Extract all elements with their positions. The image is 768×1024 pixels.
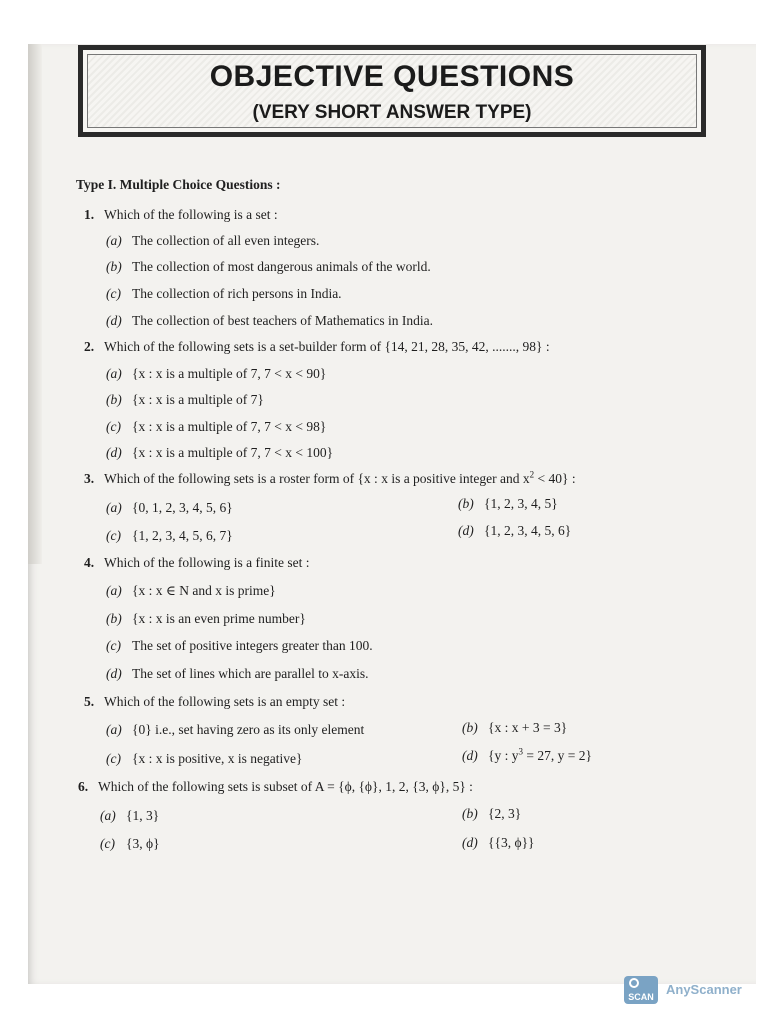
question-text: Which of the following sets is an empty set : — [104, 694, 346, 709]
page-subtitle: (VERY SHORT ANSWER TYPE) — [252, 102, 532, 123]
option-label: (d) — [458, 523, 474, 538]
option-label: (b) — [106, 259, 122, 274]
option-text: {x : x is a multiple of 7} — [132, 392, 264, 407]
option-5a — [106, 722, 364, 738]
option-6d — [462, 835, 535, 851]
option-label: (d) — [462, 748, 478, 763]
option-4b — [106, 611, 306, 627]
question-text: Which of the following is a finite set : — [104, 555, 310, 570]
option-text: {1, 2, 3, 4, 5} — [484, 496, 558, 511]
option-text: {x : x is a multiple of 7, 7 < x < 100} — [132, 445, 334, 460]
question-text-end: < 40} : — [534, 471, 576, 486]
option-label: (c) — [100, 836, 115, 851]
option-3a — [106, 500, 233, 516]
option-text: {0} i.e., set having zero as its only element — [132, 722, 365, 737]
option-label: (a) — [100, 808, 116, 823]
option-text: The collection of all even integers. — [132, 233, 320, 248]
option-5b — [462, 720, 567, 736]
option-text-end: = 27, y = 2} — [522, 748, 592, 763]
option-label: (d) — [106, 445, 122, 460]
option-text: {0, 1, 2, 3, 4, 5, 6} — [132, 500, 233, 515]
option-label: (a) — [106, 722, 122, 737]
section-heading: Type I. Multiple Choice Questions : — [76, 177, 281, 192]
option-text: {x : x is an even prime number} — [132, 611, 306, 626]
question-text: Which of the following sets is a roster form of {x : x is a positive integer and x — [104, 471, 530, 486]
option-text: {x : x ∈ N and x is prime} — [132, 583, 276, 598]
page-title: OBJECTIVE QUESTIONS — [209, 60, 575, 93]
option-text: {x : x is a multiple of 7, 7 < x < 98} — [132, 419, 327, 434]
camera-icon — [629, 978, 639, 988]
question-3 — [84, 471, 576, 487]
option-5d — [462, 748, 592, 764]
option-text: The collection of rich persons in India. — [132, 286, 342, 301]
option-3d — [458, 523, 571, 539]
option-label: (b) — [106, 392, 122, 407]
question-number: 4. — [84, 555, 95, 570]
option-text: {x : x + 3 = 3} — [488, 720, 568, 735]
question-5 — [84, 694, 345, 710]
option-6c — [100, 836, 160, 852]
option-label: (d) — [106, 313, 122, 328]
option-label: (b) — [462, 806, 478, 821]
option-1b — [106, 259, 431, 275]
option-5c — [106, 751, 302, 767]
option-4d — [106, 666, 369, 682]
question-number: 2. — [84, 339, 95, 354]
option-label: (a) — [106, 583, 122, 598]
question-text: Which of the following is a set : — [104, 207, 278, 222]
option-text: {1, 2, 3, 4, 5, 6, 7} — [132, 528, 233, 543]
option-superscript: 3 — [518, 746, 523, 757]
option-label: (d) — [462, 835, 478, 850]
page-spine — [28, 44, 42, 564]
option-text: {{3, ϕ}} — [488, 835, 535, 850]
option-4a — [106, 583, 276, 599]
option-label: (c) — [106, 419, 121, 434]
option-label: (a) — [106, 500, 122, 515]
option-1d — [106, 313, 433, 329]
option-2d — [106, 445, 333, 461]
option-text: {1, 2, 3, 4, 5, 6} — [484, 523, 572, 538]
option-text: The collection of most dangerous animals of the world. — [132, 259, 431, 274]
question-1 — [84, 207, 278, 223]
option-label: (b) — [458, 496, 474, 511]
question-superscript: 2 — [529, 469, 535, 480]
option-label: (c) — [106, 751, 121, 766]
option-text: {1, 3} — [126, 808, 160, 823]
option-text: The set of lines which are parallel to x-axis. — [132, 666, 369, 681]
question-text: Which of the following sets is subset of A = {ϕ, {ϕ}, 1, 2, {3, ϕ}, 5} : — [98, 779, 473, 794]
scanner-brand: AnyScanner — [666, 982, 742, 997]
question-number: 5. — [84, 694, 95, 709]
option-1c — [106, 286, 342, 302]
question-number: 1. — [84, 207, 95, 222]
option-text: {x : x is positive, x is negative} — [132, 751, 303, 766]
option-label: (c) — [106, 286, 121, 301]
option-text: {x : x is a multiple of 7, 7 < x < 90} — [132, 366, 327, 381]
option-label: (a) — [106, 366, 122, 381]
option-text: The collection of best teachers of Mathematics in India. — [132, 313, 434, 328]
option-text: {2, 3} — [488, 806, 522, 821]
question-2 — [84, 339, 550, 355]
question-number: 6. — [78, 779, 89, 794]
question-number: 3. — [84, 471, 95, 486]
option-label: (b) — [462, 720, 478, 735]
option-label: (a) — [106, 233, 122, 248]
option-text: The set of positive integers greater than 100. — [132, 638, 373, 653]
option-label: (c) — [106, 528, 121, 543]
question-text: Which of the following sets is a set-builder form of {14, 21, 28, 35, 42, ......., 98} : — [104, 339, 550, 354]
option-6b — [462, 806, 521, 822]
option-2a — [106, 366, 326, 382]
scanner-logo — [624, 976, 658, 1004]
question-6 — [78, 779, 473, 795]
option-4c — [106, 638, 373, 654]
option-label: (b) — [106, 611, 122, 626]
option-text: {3, ϕ} — [126, 836, 160, 851]
option-3b — [458, 496, 558, 512]
option-label: (d) — [106, 666, 122, 681]
option-1a — [106, 233, 319, 249]
option-text: {y : y — [488, 748, 519, 763]
title-box — [78, 45, 706, 137]
question-4 — [84, 555, 309, 571]
option-2c — [106, 419, 326, 435]
option-3c — [106, 528, 233, 544]
logo-text: SCAN — [628, 992, 654, 1002]
option-6a — [100, 808, 159, 824]
option-label: (c) — [106, 638, 121, 653]
option-2b — [106, 392, 264, 408]
